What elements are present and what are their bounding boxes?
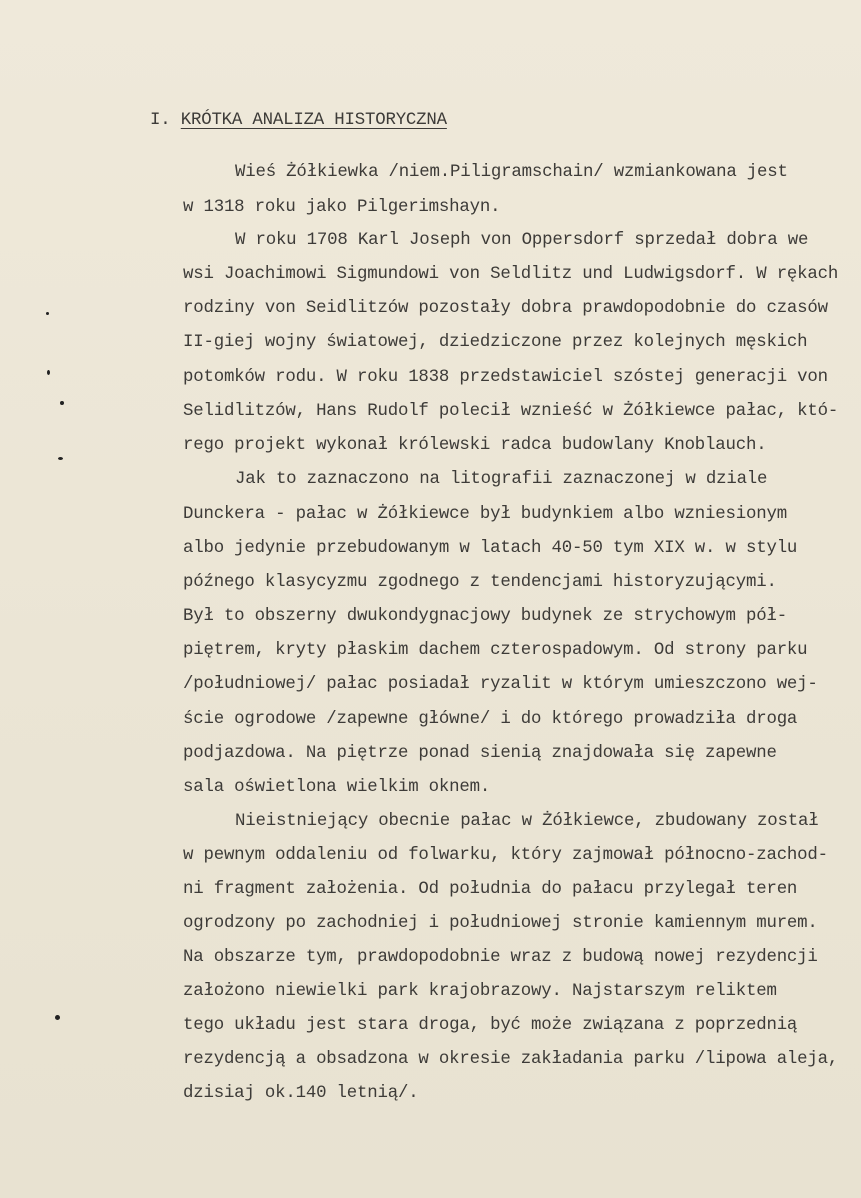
text-line: II-giej wojny światowej, dziedziczone przez kolejnych męskich bbox=[183, 333, 808, 352]
text-line: rodziny von Seidlitzów pozostały dobra prawdopodobnie do czasów bbox=[183, 299, 828, 318]
text-line: ni fragment założenia. Od południa do pałacu przylegał teren bbox=[183, 880, 798, 899]
text-line: W roku 1708 Karl Joseph von Oppersdorf sprzedał dobra we bbox=[235, 231, 809, 250]
text-line: Nieistniejący obecnie pałac w Żółkiewce, zbudowany został bbox=[235, 812, 819, 831]
text-line: piętrem, kryty płaskim dachem czterospadowym. Od strony parku bbox=[183, 641, 808, 660]
text-line: ogrodzony po zachodniej i południowej stronie kamiennym murem. bbox=[183, 914, 818, 933]
text-line: /południowej/ pałac posiadał ryzalit w którym umieszczono wej- bbox=[183, 675, 818, 694]
text-line: tego układu jest stara droga, być może związana z poprzednią bbox=[183, 1016, 798, 1035]
text-line: założono niewielki park krajobrazowy. Najstarszym reliktem bbox=[183, 982, 777, 1001]
text-line: w 1318 roku jako Pilgerimshayn. bbox=[183, 198, 501, 217]
text-line: wsi Joachimowi Sigmundowi von Seldlitz und Ludwigsdorf. W rękach bbox=[183, 265, 839, 284]
text-line: dzisiaj ok.140 letnią/. bbox=[183, 1084, 419, 1103]
text-line: Dunckera - pałac w Żółkiewce był budynkiem albo wzniesionym bbox=[183, 505, 787, 524]
text-line: Na obszarze tym, prawdopodobnie wraz z budową nowej rezydencji bbox=[183, 948, 818, 967]
text-line: ście ogrodowe /zapewne główne/ i do którego prowadziła droga bbox=[183, 710, 798, 729]
text-line: rezydencją a obsadzona w okresie zakładania parku /lipowa aleja, bbox=[183, 1050, 839, 1069]
text-line: Jak to zaznaczono na litografii zaznaczonej w dziale bbox=[235, 470, 768, 489]
text-line: Był to obszerny dwukondygnacjowy budynek ze strychowym pół- bbox=[183, 607, 787, 626]
text-line: albo jedynie przebudowanym w latach 40-50 tym XIX w. w stylu bbox=[183, 539, 798, 558]
section-title: KRÓTKA ANALIZA HISTORYCZNA bbox=[180, 111, 447, 130]
text-line: Wieś Żółkiewka /niem.Piligramschain/ wzmiankowana jest bbox=[235, 163, 788, 182]
section-heading bbox=[150, 110, 447, 132]
text-line: sala oświetlona wielkim oknem. bbox=[183, 778, 491, 797]
text-line: podjazdowa. Na piętrze ponad sienią znajdowała się zapewne bbox=[183, 744, 777, 763]
text-line: rego projekt wykonał królewski radca budowlany Knoblauch. bbox=[183, 436, 767, 455]
text-line: w pewnym oddaleniu od folwarku, który zajmował północno-zachod- bbox=[183, 846, 828, 865]
section-number: I. bbox=[150, 111, 171, 130]
text-line: potomków rodu. W roku 1838 przedstawiciel szóstej generacji von bbox=[183, 368, 828, 387]
text-line: Selidlitzów, Hans Rudolf polecił wznieść w Żółkiewce pałac, któ- bbox=[183, 402, 839, 421]
text-line: późnego klasycyzmu zgodnego z tendencjami historyzującymi. bbox=[183, 573, 777, 592]
